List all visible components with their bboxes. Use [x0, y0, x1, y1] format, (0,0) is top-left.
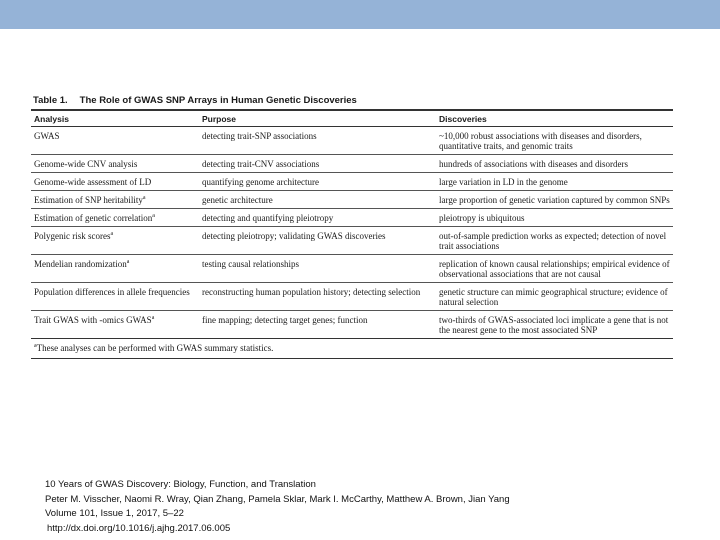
- table-row: [31, 255, 673, 283]
- header-purpose: Purpose: [199, 110, 436, 127]
- cell-discoveries: large variation in LD in the genome: [436, 173, 673, 191]
- cell-analysis: Polygenic risk scores$^a$: [31, 227, 199, 255]
- cell-purpose: detecting and quantifying pleiotropy: [199, 209, 436, 227]
- cell-analysis: Genome-wide CNV analysis: [31, 155, 199, 173]
- cell-purpose: detecting trait-SNP associations: [199, 127, 436, 155]
- cell-analysis: Population differences in allele frequencies: [31, 283, 199, 311]
- citation-authors: Peter M. Visscher, Naomi R. Wray, Qian Zhang, Pamela Sklar, Mark I. McCarthy, Matthew A. Brown, Jian Yang: [45, 493, 510, 505]
- cell-analysis: Estimation of genetic correlation$^a$: [31, 209, 199, 227]
- table-row: [31, 191, 673, 209]
- cell-purpose: fine mapping; detecting target genes; function: [199, 311, 436, 339]
- cell-discoveries: replication of known causal relationships; empirical evidence of observational associations that are not causal: [436, 255, 673, 283]
- footnote-mark: a: [34, 343, 37, 349]
- footnote-text: These analyses can be performed with GWAS summary statistics.: [36, 343, 274, 353]
- citation-title: 10 Years of GWAS Discovery: Biology, Function, and Translation: [45, 479, 316, 490]
- cell-analysis: Genome-wide assessment of LD: [31, 173, 199, 191]
- citation-block: [45, 478, 510, 536]
- cell-analysis: Estimation of SNP heritability$^a$: [31, 191, 199, 209]
- citation-volume: Volume 101, Issue 1, 2017, 5–22: [45, 508, 184, 519]
- header-analysis: Analysis: [31, 110, 199, 127]
- table-title: The Role of GWAS SNP Arrays in Human Genetic Discoveries: [79, 95, 357, 106]
- table-row: [31, 227, 673, 255]
- table-caption: [31, 95, 673, 109]
- table-row: [31, 283, 673, 311]
- table-row: [31, 155, 673, 173]
- table-row: [31, 311, 673, 339]
- cell-discoveries: two-thirds of GWAS-associated loci implicate a gene that is not the nearest gene to the most associated SNP: [436, 311, 673, 339]
- cell-discoveries: pleiotropy is ubiquitous: [436, 209, 673, 227]
- cell-analysis: Mendelian randomization$^a$: [31, 255, 199, 283]
- cell-discoveries: genetic structure can mimic geographical structure; evidence of natural selection: [436, 283, 673, 311]
- cell-discoveries: out-of-sample prediction works as expected; detection of novel trait associations: [436, 227, 673, 255]
- cell-purpose: detecting pleiotropy; validating GWAS discoveries: [199, 227, 436, 255]
- gwas-table: [31, 109, 673, 339]
- cell-discoveries: large proportion of genetic variation captured by common SNPs: [436, 191, 673, 209]
- cell-discoveries: hundreds of associations with diseases and disorders: [436, 155, 673, 173]
- header-band: [0, 0, 720, 29]
- table-figure: [31, 95, 673, 359]
- table-row: [31, 209, 673, 227]
- table-footnote: [31, 339, 673, 359]
- cell-purpose: quantifying genome architecture: [199, 173, 436, 191]
- cell-discoveries: ~10,000 robust associations with diseases and disorders, quantitative traits, and genomic traits: [436, 127, 673, 155]
- cell-purpose: testing causal relationships: [199, 255, 436, 283]
- cell-purpose: genetic architecture: [199, 191, 436, 209]
- citation-doi-link[interactable]: http://dx.doi.org/10.1016/j.ajhg.2017.06.005: [47, 522, 231, 534]
- table-number: Table 1.: [33, 95, 68, 106]
- cell-purpose: detecting trait-CNV associations: [199, 155, 436, 173]
- table-row: [31, 127, 673, 155]
- cell-analysis: Trait GWAS with -omics GWAS$^a$: [31, 311, 199, 339]
- table-header-row: [31, 110, 673, 127]
- cell-purpose: reconstructing human population history; detecting selection: [199, 283, 436, 311]
- cell-analysis: GWAS: [31, 127, 199, 155]
- table-row: [31, 173, 673, 191]
- header-discoveries: Discoveries: [436, 110, 673, 127]
